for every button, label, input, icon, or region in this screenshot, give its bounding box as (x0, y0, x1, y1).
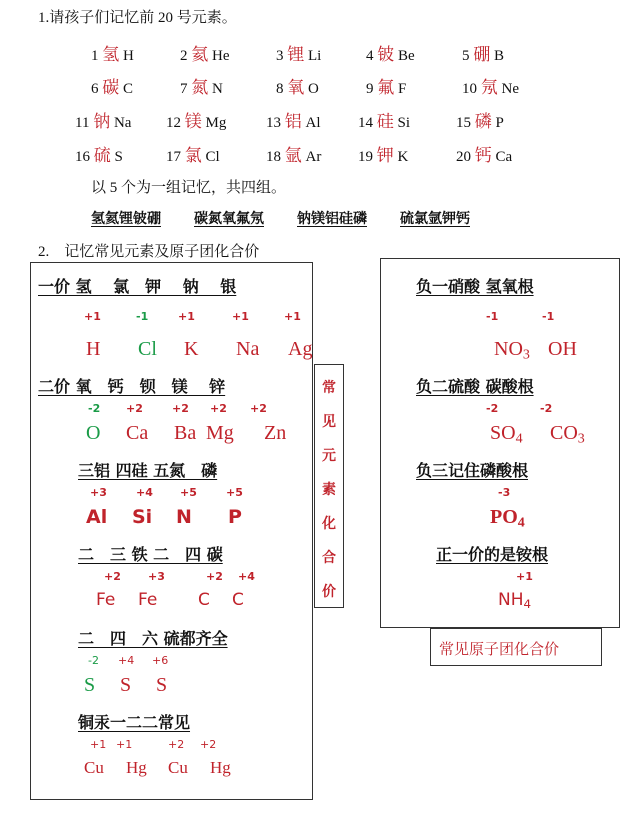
valence-mark: -2 (540, 402, 553, 415)
formula-subscript: 4 (523, 596, 532, 611)
valence-mark: +2 (210, 402, 227, 415)
formula-subscript: 4 (515, 431, 523, 447)
element-entry (366, 73, 406, 98)
group-4: 硫氯氩钾钙 (400, 211, 470, 227)
element-symbol: Li (304, 48, 322, 64)
element-symbol: Si (393, 115, 411, 131)
valence-mark: -1 (486, 310, 499, 323)
element-entry (180, 73, 223, 98)
element-entry (266, 107, 321, 132)
valence-line-3-label: 三铝 四硅 五氮 磷 (78, 461, 218, 480)
radical-caption-box (430, 628, 602, 666)
intro-line: 1.请孩子们记忆前 20 号元素。 (38, 10, 237, 26)
radical-formula (550, 422, 585, 448)
element-symbol: N (208, 81, 223, 97)
element-number: 14 (358, 115, 377, 131)
valence-mark: +1 (284, 310, 301, 323)
valence-mark: +2 (206, 570, 223, 583)
element-entry (91, 73, 133, 98)
valence-mark: +2 (168, 738, 185, 751)
element-symbol: O (304, 81, 319, 97)
radical-line-1-label: 负一硝酸 氢氧根 (416, 277, 534, 296)
element-symbol-large: Ca (126, 422, 149, 444)
element-number: 13 (266, 115, 285, 131)
element-symbol: Be (394, 48, 415, 64)
valence-mark: +2 (126, 402, 143, 415)
element-symbol: Na (110, 115, 132, 131)
element-chinese-name: 钙 (474, 146, 492, 166)
valence-mark: +3 (90, 486, 107, 499)
element-entry (91, 40, 134, 65)
element-entry (166, 107, 226, 132)
element-symbol: B (490, 48, 505, 64)
element-number: 2 (180, 48, 192, 64)
element-number: 20 (456, 149, 475, 165)
side-label-box (314, 364, 344, 608)
element-chinese-name: 氮 (191, 78, 209, 98)
valence-mark: +2 (200, 738, 217, 751)
valence-mark: -1 (136, 310, 149, 323)
group-note: 以 5 个为一组记忆，共四组。 (91, 180, 287, 196)
element-chinese-name: 碳 (102, 78, 120, 98)
element-symbol: H (119, 48, 134, 64)
group-2: 碳氮氧氟氖 (194, 211, 264, 227)
element-symbol: F (394, 81, 407, 97)
valence-line-2-label: 二价 氧 钙 钡 镁 锌 (38, 377, 226, 396)
element-number: 16 (75, 149, 94, 165)
element-symbol: K (393, 149, 409, 165)
element-number: 1 (91, 48, 103, 64)
element-symbol: S (110, 149, 123, 165)
element-chinese-name: 氟 (377, 78, 395, 98)
valence-mark: +5 (226, 486, 243, 499)
valence-mark: +1 (84, 310, 101, 323)
element-chinese-name: 氢 (102, 45, 120, 65)
element-symbol: Ca (491, 149, 513, 165)
radical-formula (490, 422, 523, 448)
side-label-char: 化 (322, 516, 336, 532)
element-symbol: Al (301, 115, 321, 131)
valence-line-4-label: 二 三 铁 二 四 碳 (78, 545, 223, 564)
element-symbol: He (208, 48, 230, 64)
element-chinese-name: 氯 (184, 146, 202, 166)
side-label-char: 价 (322, 584, 336, 600)
element-entry (462, 40, 504, 65)
element-chinese-name: 镁 (184, 112, 202, 132)
element-symbol-large: Zn (264, 422, 287, 444)
element-entry (75, 107, 131, 132)
element-chinese-name: 硼 (473, 45, 491, 65)
element-number: 18 (266, 149, 285, 165)
element-symbol-large: Ag (288, 338, 313, 360)
element-chinese-name: 氖 (480, 78, 498, 98)
element-symbol-large: Al (86, 506, 108, 528)
element-symbol-large: Fe (96, 590, 116, 610)
formula-base: CO (550, 422, 578, 444)
element-symbol-large: S (156, 674, 168, 696)
radical-formula (490, 506, 525, 532)
valence-mark: +1 (232, 310, 249, 323)
element-number: 7 (180, 81, 192, 97)
element-symbol-large: Cl (138, 338, 157, 360)
side-label-char: 元 (322, 448, 336, 464)
element-symbol-large: Cu (168, 758, 188, 777)
element-symbol: C (119, 81, 134, 97)
valence-line-5-label: 二 四 六 硫都齐全 (78, 629, 228, 648)
element-chinese-name: 铍 (377, 45, 395, 65)
element-entry (266, 141, 321, 166)
element-chinese-name: 钾 (376, 146, 394, 166)
valence-line-1-label: 一价 氢 氯 钾 钠 银 (38, 277, 237, 296)
valence-mark: -3 (498, 486, 511, 499)
valence-mark: -2 (88, 654, 99, 667)
valence-mark: +1 (178, 310, 195, 323)
element-number: 8 (276, 81, 288, 97)
group-1: 氢氦锂铍硼 (91, 211, 161, 227)
side-label-char: 合 (322, 550, 336, 566)
element-entry (166, 141, 220, 166)
element-symbol-large: Ba (174, 422, 197, 444)
element-symbol-large: Hg (210, 758, 231, 777)
element-entry (462, 73, 519, 98)
valence-mark: -2 (486, 402, 499, 415)
side-label-char: 见 (322, 414, 336, 430)
valence-mark: +6 (152, 654, 169, 667)
element-symbol: P (491, 115, 504, 131)
element-entry (456, 107, 504, 132)
element-symbol-large: P (228, 506, 242, 528)
element-number: 17 (166, 149, 185, 165)
element-number: 19 (358, 149, 377, 165)
element-chinese-name: 钠 (93, 112, 111, 132)
formula-base: PO (490, 506, 518, 528)
valence-mark: +1 (516, 570, 533, 583)
valence-mark: +4 (118, 654, 135, 667)
valence-mark: -2 (88, 402, 101, 415)
element-chinese-name: 铝 (284, 112, 302, 132)
element-symbol-large: Na (236, 338, 260, 360)
element-symbol-large: N (176, 506, 192, 528)
element-number: 6 (91, 81, 103, 97)
element-symbol-large: C (232, 590, 244, 610)
element-symbol-large: Cu (84, 758, 104, 777)
element-chinese-name: 磷 (474, 112, 492, 132)
radical-caption: 常见原子团化合价 (439, 640, 560, 658)
element-symbol-large: Hg (126, 758, 147, 777)
element-number: 15 (456, 115, 475, 131)
valence-mark: +2 (172, 402, 189, 415)
element-entry (276, 73, 319, 98)
element-entry (358, 107, 410, 132)
element-symbol: Ne (497, 81, 519, 97)
radical-line-4-label: 正一价的是铵根 (436, 545, 549, 564)
formula-subscript: 4 (517, 515, 525, 531)
valence-line-6-label: 铜汞一二二常见 (78, 713, 191, 732)
element-entry (75, 141, 123, 166)
element-symbol-large: C (198, 590, 210, 610)
formula-base: NO (494, 338, 523, 360)
valence-mark: -1 (542, 310, 555, 323)
element-number: 10 (462, 81, 481, 97)
element-symbol-large: H (86, 338, 101, 360)
element-symbol-large: Fe (138, 590, 158, 610)
formula-base: SO (490, 422, 516, 444)
element-symbol: Cl (201, 149, 220, 165)
radical-line-3-label: 负三记住磷酸根 (416, 461, 529, 480)
formula-base: OH (548, 338, 577, 360)
element-chinese-name: 硫 (93, 146, 111, 166)
element-number: 4 (366, 48, 378, 64)
element-number: 11 (75, 115, 94, 131)
formula-base: NH (498, 590, 524, 610)
element-chinese-name: 氦 (191, 45, 209, 65)
element-chinese-name: 氩 (284, 146, 302, 166)
element-entry (180, 40, 230, 65)
element-symbol-large: Si (132, 506, 153, 528)
section2-title: 2. 记忆常见元素及原子团化合价 (38, 244, 260, 260)
element-number: 5 (462, 48, 474, 64)
element-entry (456, 141, 512, 166)
element-symbol-large: Mg (206, 422, 234, 444)
element-chinese-name: 锂 (287, 45, 305, 65)
formula-subscript: 3 (522, 347, 530, 363)
radical-formula (498, 590, 531, 611)
element-symbol-large: S (120, 674, 132, 696)
radical-formula (548, 338, 577, 361)
element-symbol: Ar (301, 149, 322, 165)
valence-mark: +5 (180, 486, 197, 499)
element-symbol-large: S (84, 674, 96, 696)
element-chinese-name: 硅 (376, 112, 394, 132)
formula-subscript: 3 (577, 431, 585, 447)
valence-mark: +2 (104, 570, 121, 583)
valence-mark: +4 (238, 570, 255, 583)
radical-formula (494, 338, 530, 364)
side-label-char: 素 (322, 482, 336, 498)
element-symbol-large: O (86, 422, 101, 444)
element-number: 12 (166, 115, 185, 131)
element-number: 3 (276, 48, 288, 64)
element-entry (366, 40, 415, 65)
valence-mark: +3 (148, 570, 165, 583)
valence-mark: +2 (250, 402, 267, 415)
side-label-char: 常 (322, 380, 336, 396)
element-entry (358, 141, 408, 166)
valence-mark: +1 (116, 738, 133, 751)
radical-line-2-label: 负二硫酸 碳酸根 (416, 377, 534, 396)
valence-mark: +1 (90, 738, 107, 751)
element-symbol: Mg (201, 115, 227, 131)
element-symbol-large: K (184, 338, 199, 360)
element-number: 9 (366, 81, 378, 97)
valence-mark: +4 (136, 486, 153, 499)
group-3: 钠镁铝硅磷 (297, 211, 367, 227)
element-chinese-name: 氧 (287, 78, 305, 98)
element-entry (276, 40, 321, 65)
